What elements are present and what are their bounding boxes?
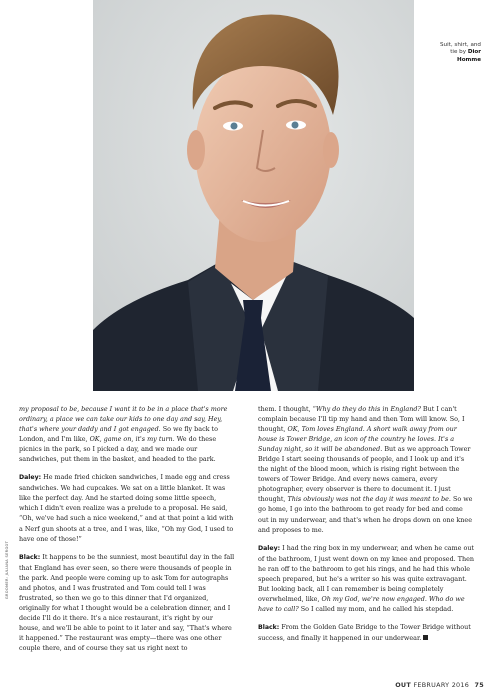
page-number: 75 <box>474 681 484 689</box>
italic-text: OK, Tom loves England. A short walk away from our house is Tower Bridge, an icon of the country he loves. It's a Sunday night, so it will be abandoned. <box>258 425 457 454</box>
italic-text: Why do they do this in England? <box>315 405 421 413</box>
caption-line-1: Suit, shirt, and <box>440 42 481 48</box>
caption-brand-2: Homme <box>457 56 481 63</box>
article-column-right <box>258 404 474 651</box>
body-text: It happens to be the sunniest, most beautiful day in the fall that England has ever seen, so there were thousands of people in the park. And people were coming up to ask Tom for autographs and photos, and I was frustrated and Tom could tell I was frustrated, so then we go to this dinner that I'd organized, originally for what I thought would be a celebration dinner, and I decide I'll do it there. It's a nice restaurant, it's right by our house, and we'll be able to point to it later and say, “That's where it happened.” The restaurant was empty—there was one other couple there, and of course they sat us right next to <box>19 552 235 653</box>
speaker-label: Daley: <box>258 544 281 552</box>
body-text: So we go home, I go into the bathroom to get ready for bed and come out in my underwear, and that's when he drops down on one knee and proposes to me. <box>258 495 473 534</box>
caption-brand: Dior <box>467 49 481 56</box>
body-text: He made fried chicken sandwiches, I made egg and cress sandwiches. We had cupcakes. We sat on a little blanket. It was like the perfect day. And he started doing some little speech, which I didn't even realize was a prelude to a proposal. He said, “Oh, we've had such a nice weekend,” and at that point a kid with a Nerf gun shoots at a tree, and I was, like, “Oh my God, I used to have one of those!” <box>19 473 234 543</box>
paragraph <box>19 472 235 543</box>
body-text: We do these picnics in the park, so I picked a day, and we made our sandwiches, put them in the basket, and headed to the park. <box>19 435 217 464</box>
italic-text: Oh my God, we're now engaged. Who do we have to call? <box>258 594 465 613</box>
folio-issue: FEBRUARY 2016 <box>413 681 470 689</box>
body-text: So I called my mom, and he called his stepdad. <box>298 604 454 613</box>
page-folio <box>395 681 484 689</box>
paragraph <box>19 552 235 653</box>
photo-credit <box>1 510 13 630</box>
folio-magazine: OUT <box>395 681 412 689</box>
italic-text: This obviously was not the day it was meant to be. <box>287 495 451 504</box>
paragraph <box>258 622 474 643</box>
italic-text: OK, game on, it's my turn. <box>89 435 175 444</box>
body-text: But as we approach Tower Bridge I start seeing thousands of people, and I look up and it's the night of the blood moon, which is rising right between the towers of Tower Bridge. And every news camera, every photographer, every observer is there to document it. I just thought, <box>258 445 471 504</box>
body-text: So we fly back to London, and I'm like, <box>19 425 218 444</box>
speaker-label: Daley: <box>19 474 42 482</box>
end-mark-icon <box>423 635 428 640</box>
portrait-illustration <box>93 0 414 391</box>
article-column-left <box>19 404 235 661</box>
speaker-label: Black: <box>258 623 280 631</box>
body-text: From the Golden Gate Bridge to the Tower Bridge without success, and finally it happened in our underwear. <box>258 622 471 642</box>
body-text: But I can't complain because I'll tip my hand and then Tom will know. So, I thought, <box>258 405 465 434</box>
italic-text: my proposal to be, because I want it to be in a place that's more ordinary, a place we can take our kids to one day and say, Hey, that's where your daddy and I got engaged. <box>19 405 228 434</box>
speaker-label: Black: <box>19 553 41 561</box>
photo-caption <box>417 42 481 64</box>
caption-line-2: tie by <box>450 49 468 56</box>
paragraph <box>258 543 474 614</box>
body-text: them. I thought, “ <box>258 405 316 413</box>
photo-credit-text: GROOMER: JULIANA SERGOT <box>5 540 9 600</box>
paragraph <box>19 404 235 464</box>
paragraph <box>258 404 474 535</box>
body-text: I had the ring box in my underwear, and when he came out of the bathroom, I just went down on my knee and proposed. Then he ran off to the bathroom to get his rings, and he had this whole speech prepared, but he's a writer so his was quite extravagant. But looking back, all I can remember is being completely overwhelmed, like, <box>258 543 475 603</box>
portrait-photo <box>93 0 414 391</box>
